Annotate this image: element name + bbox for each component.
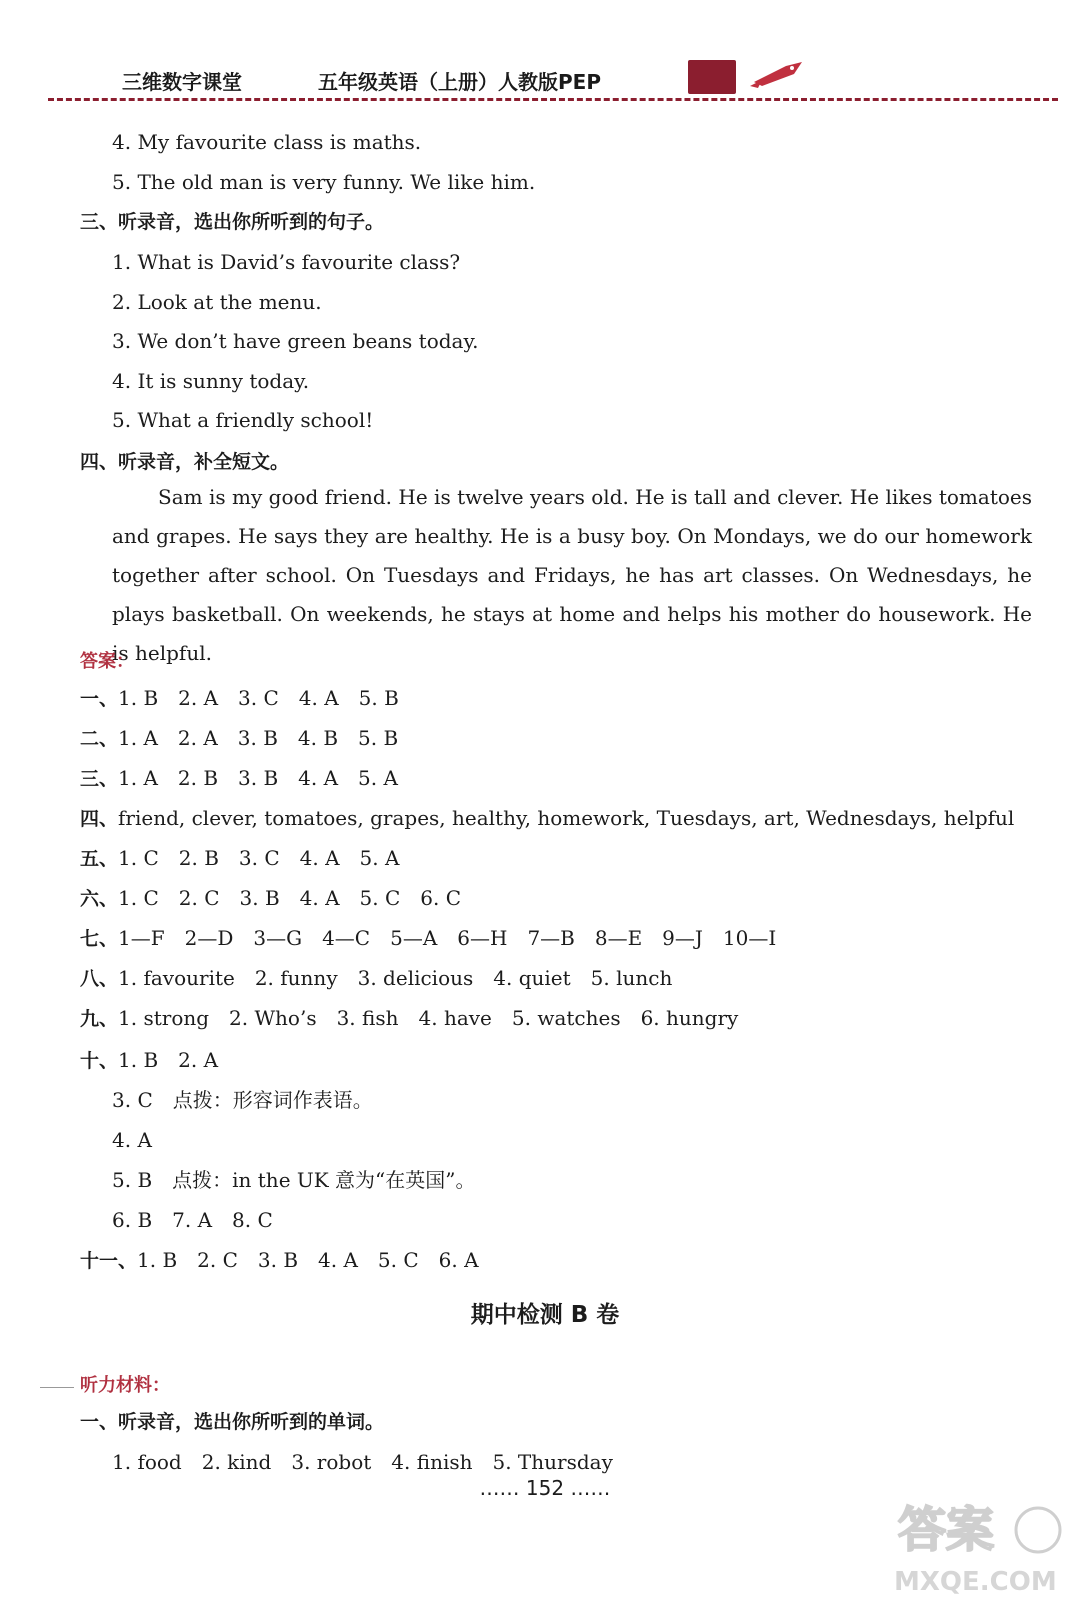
answer-text: 1. C 2. B 3. C 4. A 5. A: [118, 846, 400, 870]
answer-text: 1. A 2. A 3. B 4. B 5. B: [118, 726, 399, 750]
page-number: …… 152 ……: [479, 1476, 611, 1500]
answer-text: 1. B 2. C 3. B 4. A 5. C 6. A: [137, 1248, 479, 1272]
listening-label-rule: [40, 1387, 74, 1388]
section4-heading: 四、听录音，补全短文。: [80, 451, 290, 473]
answer-key: 十、: [80, 1050, 119, 1072]
svg-text:MXQE.COM: MXQE.COM: [894, 1567, 1057, 1597]
answer-key: 二、: [80, 728, 119, 750]
answer-row-11: [80, 1248, 479, 1273]
answer-row-6: [80, 886, 461, 911]
header-series-title: 三维数字课堂: [122, 70, 242, 94]
section3-item-5: 5. What a friendly school!: [112, 408, 374, 432]
answer-key: 六、: [80, 888, 119, 910]
answer-row-10-5: 5. B 点拨：in the UK 意为“在英国”。: [112, 1168, 476, 1192]
answer-key: 四、: [80, 808, 119, 830]
answer-row-8: [80, 966, 672, 991]
answers-label: 答案：: [80, 651, 134, 672]
svg-text:答案: 答案: [898, 1502, 995, 1558]
answer-text: 1—F 2—D 3—G 4—C 5—A 6—H 7—B 8—E 9—J 10—I: [118, 926, 777, 950]
test-section1-heading: 一、听录音，选出你所听到的单词。: [80, 1411, 385, 1433]
answer-row-10-6: 6. B 7. A 8. C: [112, 1208, 273, 1232]
answer-text: 1. strong 2. Who’s 3. fish 4. have 5. watches 6. hungry: [118, 1006, 739, 1030]
answer-key: 三、: [80, 768, 119, 790]
answer-key: 十一、: [80, 1250, 138, 1272]
answer-row-1: [80, 686, 399, 711]
answer-row-10-3: 3. C 点拨：形容词作表语。: [112, 1088, 373, 1112]
answer-key: 七、: [80, 928, 119, 950]
answer-row-2: [80, 726, 398, 751]
section3-item-3: 3. We don’t have green beans today.: [112, 329, 479, 353]
answer-row-9: [80, 1006, 738, 1031]
part2-item-4: 4. My favourite class is maths.: [112, 130, 422, 154]
part2-item-5: 5. The old man is very funny. We like him.: [112, 170, 536, 194]
test-title: 期中检测 B 卷: [470, 1302, 620, 1328]
answer-text: friend, clever, tomatoes, grapes, healthy, homework, Tuesdays, art, Wednesdays, helpful: [118, 806, 1015, 830]
answer-text: 1. favourite 2. funny 3. delicious 4. quiet 5. lunch: [118, 966, 673, 990]
answer-key: 八、: [80, 968, 119, 990]
header-divider: [48, 98, 1058, 101]
header-book-title: 五年级英语（上册）人教版PEP: [318, 70, 601, 94]
section3-item-4: 4. It is sunny today.: [112, 369, 310, 393]
answer-key: 九、: [80, 1008, 119, 1030]
test-section1-items: 1. food 2. kind 3. robot 4. finish 5. Thursday: [112, 1450, 613, 1474]
answer-row-10: [80, 1048, 218, 1073]
header-logo-block: [688, 60, 736, 94]
page-header: [48, 56, 1058, 104]
section4-paragraph: Sam is my good friend. He is twelve years old. He is tall and clever. He likes tomatoes and grapes. He says they are healthy. He is a busy boy. On Mondays, we do our homework together after school. On Tuesdays and Fridays, he has art classes. On Wednesdays, he plays basketball. On weekends, he stays at home and helps his mother do housework. He is helpful.: [112, 485, 1032, 665]
answer-row-5: [80, 846, 399, 871]
answer-text: 1. B 2. A 3. C 4. A 5. B: [118, 686, 399, 710]
answer-text: 1. B 2. A: [118, 1048, 219, 1072]
watermark-icon: [888, 1488, 1068, 1598]
rocket-icon: [746, 58, 806, 88]
section3-item-2: 2. Look at the menu.: [112, 290, 322, 314]
answer-key: 一、: [80, 688, 119, 710]
answer-text: 1. A 2. B 3. B 4. A 5. A: [118, 766, 398, 790]
answer-text: 1. C 2. C 3. B 4. A 5. C 6. C: [118, 886, 462, 910]
section3-heading: 三、听录音，选出你所听到的句子。: [80, 211, 385, 233]
watermark-logo: [888, 1488, 1068, 1598]
answer-row-7: [80, 926, 776, 951]
listening-label: 听力材料：: [80, 1375, 170, 1396]
answer-row-10-4: 4. A: [112, 1128, 152, 1152]
answer-row-4: [80, 806, 1014, 831]
answer-row-3: [80, 766, 398, 791]
section3-item-1: 1. What is David’s favourite class?: [112, 250, 461, 274]
answer-key: 五、: [80, 848, 119, 870]
